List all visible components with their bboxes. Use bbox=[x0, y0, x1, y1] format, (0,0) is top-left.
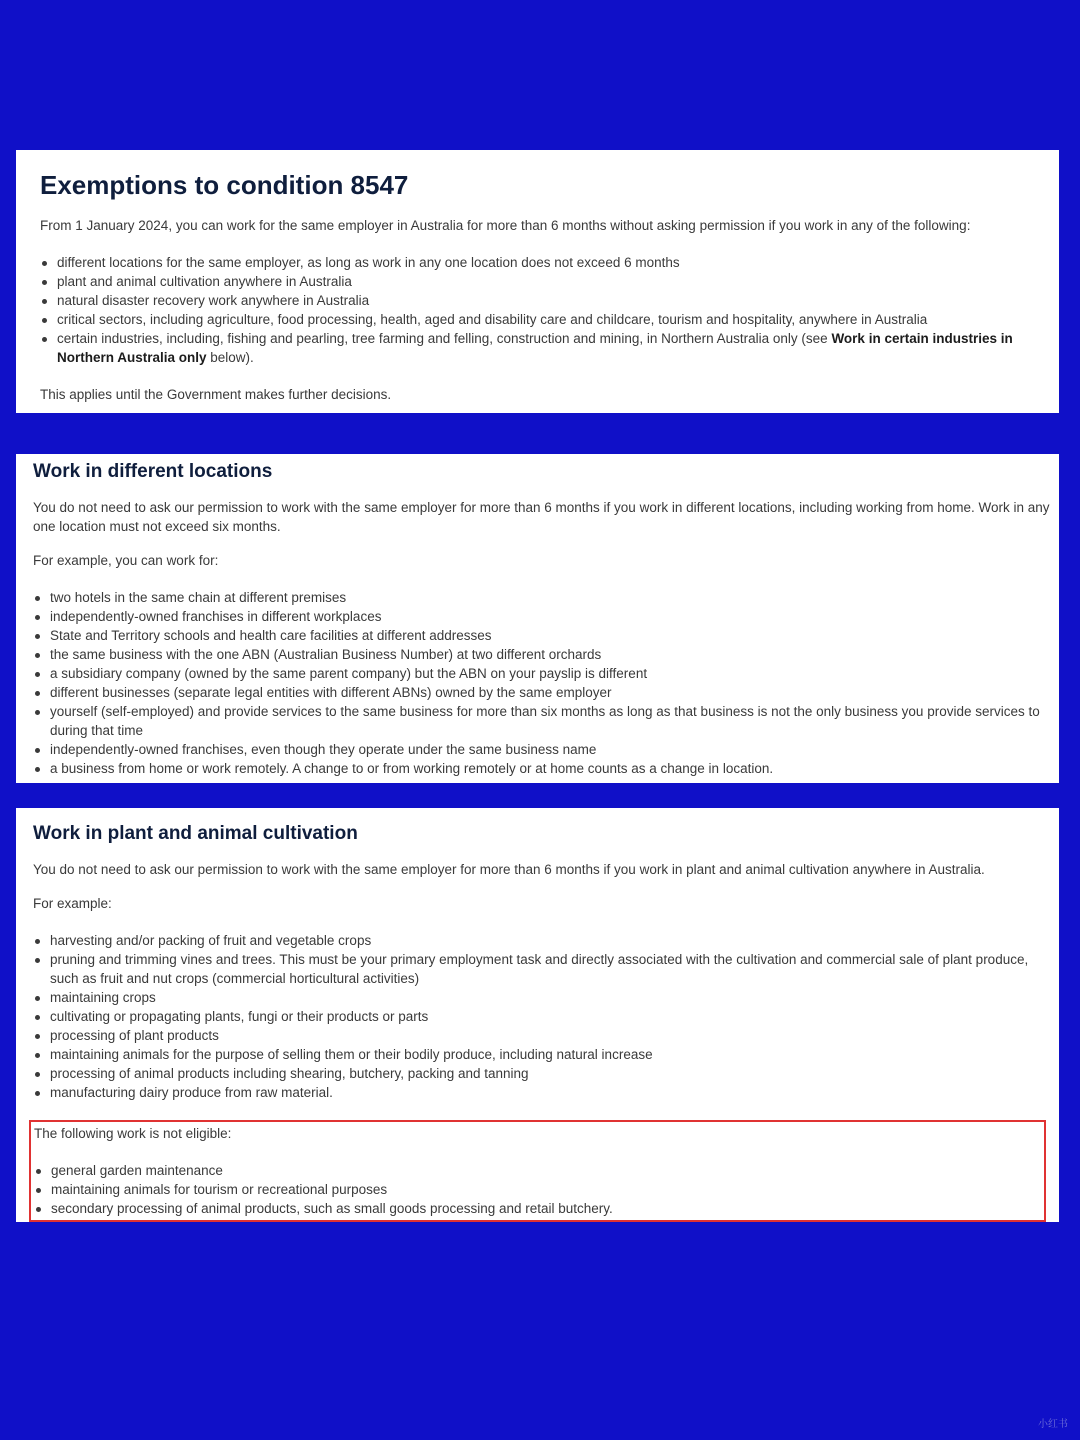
section-link-text[interactable]: Work in certain industries in Northern Australia only bbox=[57, 331, 1013, 365]
intro-text: From 1 January 2024, you can work for the same employer in Australia for more than 6 months without asking permission if you work in any of the following: bbox=[40, 218, 971, 233]
list-item: natural disaster recovery work anywhere in Australia bbox=[57, 291, 1045, 310]
list-item: maintaining crops bbox=[50, 988, 1051, 1007]
not-eligible-highlight-box bbox=[29, 1120, 1046, 1222]
watermark: 小红书 bbox=[1038, 1419, 1068, 1430]
section-title: Work in different locations bbox=[33, 461, 273, 482]
list-item: different businesses (separate legal entities with different ABNs) owned by the same employer bbox=[50, 683, 1051, 702]
list-item: secondary processing of animal products, such as small goods processing and retail butchery. bbox=[51, 1199, 1044, 1218]
list-item: different locations for the same employer, as long as work in any one location does not exceed 6 months bbox=[57, 253, 1045, 272]
list-item: maintaining animals for the purpose of selling them or their bodily produce, including natural increase bbox=[50, 1045, 1051, 1064]
exemption-list bbox=[40, 253, 1045, 367]
list-item: cultivating or propagating plants, fungi or their products or parts bbox=[50, 1007, 1051, 1026]
exemptions-panel bbox=[16, 150, 1059, 413]
list-item: harvesting and/or packing of fruit and vegetable crops bbox=[50, 931, 1051, 950]
example-list bbox=[33, 931, 1051, 1102]
list-item: two hotels in the same chain at different premises bbox=[50, 588, 1051, 607]
intro-text: You do not need to ask our permission to work with the same employer for more than 6 months if you work in plant and animal cultivation anywhere in Australia. bbox=[33, 862, 985, 877]
plant-animal-cultivation-panel bbox=[16, 808, 1059, 1222]
list-item: general garden maintenance bbox=[51, 1161, 1044, 1180]
list-item: independently-owned franchises, even though they operate under the same business name bbox=[50, 740, 1051, 759]
intro-text: You do not need to ask our permission to work with the same employer for more than 6 months if you work in different locations, including working from home. Work in any one location must not exceed six months. bbox=[33, 500, 1050, 534]
list-item: independently-owned franchises in different workplaces bbox=[50, 607, 1051, 626]
list-item bbox=[57, 329, 1045, 367]
not-eligible-label: The following work is not eligible: bbox=[34, 1126, 232, 1141]
list-item: the same business with the one ABN (Australian Business Number) at two different orchards bbox=[50, 645, 1051, 664]
section-title: Exemptions to condition 8547 bbox=[40, 170, 409, 200]
example-label: For example, you can work for: bbox=[33, 553, 219, 568]
list-item: a subsidiary company (owned by the same parent company) but the ABN on your payslip is different bbox=[50, 664, 1051, 683]
list-item: a business from home or work remotely. A change to or from working remotely or at home counts as a change in location. bbox=[50, 759, 1051, 778]
list-item: State and Territory schools and health care facilities at different addresses bbox=[50, 626, 1051, 645]
example-label: For example: bbox=[33, 896, 112, 911]
different-locations-panel bbox=[16, 454, 1059, 783]
list-item: critical sectors, including agriculture, food processing, health, aged and disability care and childcare, tourism and hospitality, anywhere in Australia bbox=[57, 310, 1045, 329]
list-item: maintaining animals for tourism or recreational purposes bbox=[51, 1180, 1044, 1199]
item-text: certain industries, including, fishing and pearling, tree farming and felling, construction and mining, in Northern Australia only (see bbox=[57, 331, 832, 346]
footer-text: This applies until the Government makes further decisions. bbox=[40, 387, 392, 402]
list-item: pruning and trimming vines and trees. This must be your primary employment task and directly associated with the cultivation and commercial sale of plant produce, such as fruit and nut crops (commercial horticultural activities) bbox=[50, 950, 1051, 988]
list-item: processing of animal products including shearing, butchery, packing and tanning bbox=[50, 1064, 1051, 1083]
list-item: plant and animal cultivation anywhere in Australia bbox=[57, 272, 1045, 291]
section-title: Work in plant and animal cultivation bbox=[33, 823, 358, 844]
list-item: manufacturing dairy produce from raw material. bbox=[50, 1083, 1051, 1102]
item-text: below). bbox=[206, 350, 254, 365]
list-item: processing of plant products bbox=[50, 1026, 1051, 1045]
not-eligible-list bbox=[34, 1161, 1044, 1218]
list-item: yourself (self-employed) and provide services to the same business for more than six months as long as that business is not the only business you provide services to during that time bbox=[50, 702, 1051, 740]
example-list bbox=[33, 588, 1051, 778]
